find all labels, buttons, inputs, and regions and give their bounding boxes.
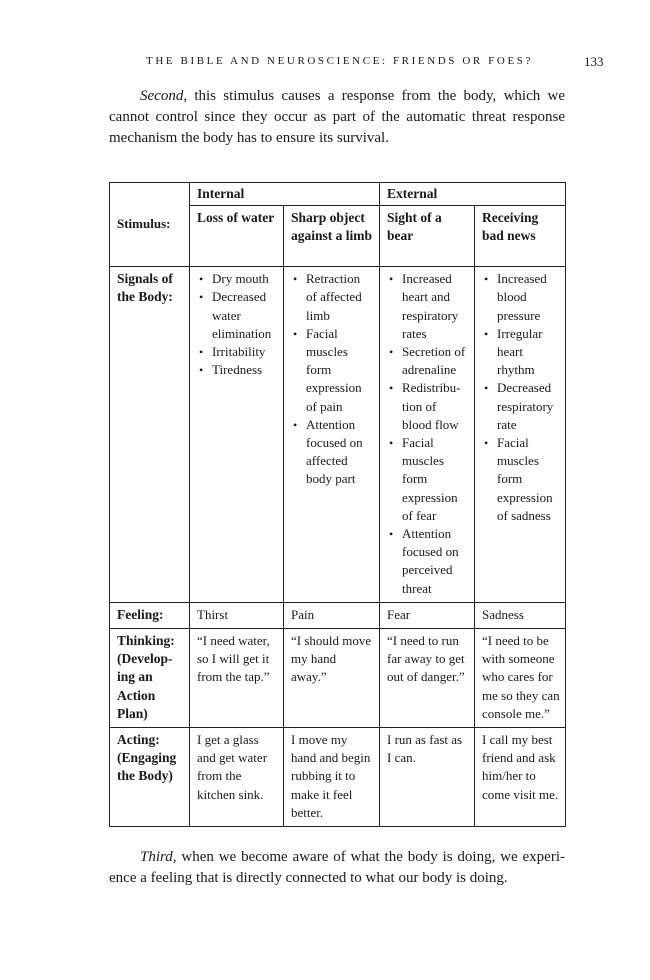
acting-cell: I move my hand and begin rubbing it to make it feel better. [284, 728, 380, 827]
feeling-row-header: Feeling: [110, 602, 190, 628]
paragraph-second [109, 86, 565, 149]
signal-item: • Retraction of affected limb [291, 270, 374, 325]
table-row-feeling [110, 602, 566, 628]
signals-list [197, 270, 278, 379]
column-header-loss-of-water: Loss of water [190, 206, 284, 267]
acting-cell: I run as fast as I can. [380, 728, 475, 827]
column-header-sharp-object: Sharp object against a limb [284, 206, 380, 267]
signal-item: • Facial muscles form expression of pain [291, 325, 374, 416]
thinking-cell: “I need water, so I will get it from the tap.” [190, 629, 284, 728]
thinking-cell: “I need to run far away to get out of danger.” [380, 629, 475, 728]
signal-item: • Facial muscles form expression of sadness [482, 434, 560, 525]
table-row-signals [110, 267, 566, 603]
stimulus-response-table [109, 182, 566, 827]
stimulus-row-header: Stimulus: [110, 183, 190, 267]
paragraph-lead-word: Second [140, 88, 184, 104]
acting-row-header: Acting: (Engaging the Body) [110, 728, 190, 827]
paragraph-lead-word: Third [140, 849, 173, 865]
thinking-row-header: Thinking: (Developing an Action Plan) [110, 629, 190, 728]
signals-cell-bad-news [475, 267, 566, 603]
signal-item: • Irritability [197, 343, 278, 361]
column-header-bad-news: Receiving bad news [475, 206, 566, 267]
signal-item: • Decreased water elimination [197, 288, 278, 343]
table-row-group-header [110, 183, 566, 206]
feeling-cell: Fear [380, 602, 475, 628]
acting-cell: I get a glass and get water from the kitchen sink. [190, 728, 284, 827]
signals-row-header: Signals of the Body: [110, 267, 190, 603]
paragraph-third [109, 847, 565, 889]
signal-item: • Tiredness [197, 361, 278, 379]
signals-list [291, 270, 374, 488]
signal-item: • Dry mouth [197, 270, 278, 288]
paragraph-text: , this stimulus causes a response from the body, which we cannot control since they occur as part of the automatic threat response mechanism the body has to ensure its survival. [109, 88, 565, 146]
signal-item: • Redistribution of blood flow [387, 379, 469, 434]
signals-list [387, 270, 469, 598]
acting-cell: I call my best friend and ask him/her to come visit me. [475, 728, 566, 827]
signal-item: • Attention focused on perceived threat [387, 525, 469, 598]
thinking-cell: “I need to be with someone who cares for me so they can console me.” [475, 629, 566, 728]
signals-cell-bear [380, 267, 475, 603]
signal-item: • Attention focused on affected body part [291, 416, 374, 489]
signal-item: • Increased blood pressure [482, 270, 560, 325]
feeling-cell: Sadness [475, 602, 566, 628]
table-row-thinking [110, 629, 566, 728]
column-header-sight-of-bear: Sight of a bear [380, 206, 475, 267]
feeling-cell: Thirst [190, 602, 284, 628]
signals-cell-sharp-object [284, 267, 380, 603]
feeling-cell: Pain [284, 602, 380, 628]
signal-item: • Secretion of adrenaline [387, 343, 469, 379]
signals-cell-water [190, 267, 284, 603]
signal-item: • Irregular heart rhythm [482, 325, 560, 380]
signal-item: • Increased heart and respiratory rates [387, 270, 469, 343]
table-row-acting [110, 728, 566, 827]
thinking-cell: “I should move my hand away.” [284, 629, 380, 728]
internal-group-header: Internal [190, 183, 380, 206]
signal-item: • Decreased respiratory rate [482, 379, 560, 434]
external-group-header: External [380, 183, 566, 206]
signals-list [482, 270, 560, 525]
page-number: 133 [584, 54, 604, 69]
signal-item: • Facial muscles form expression of fear [387, 434, 469, 525]
paragraph-text: , when we become aware of what the body is doing, we experience a feeling that is directly connected to what our body is doing. [109, 849, 565, 886]
running-head: THE BIBLE AND NEUROSCIENCE: FRIENDS OR FOES? [146, 55, 533, 67]
